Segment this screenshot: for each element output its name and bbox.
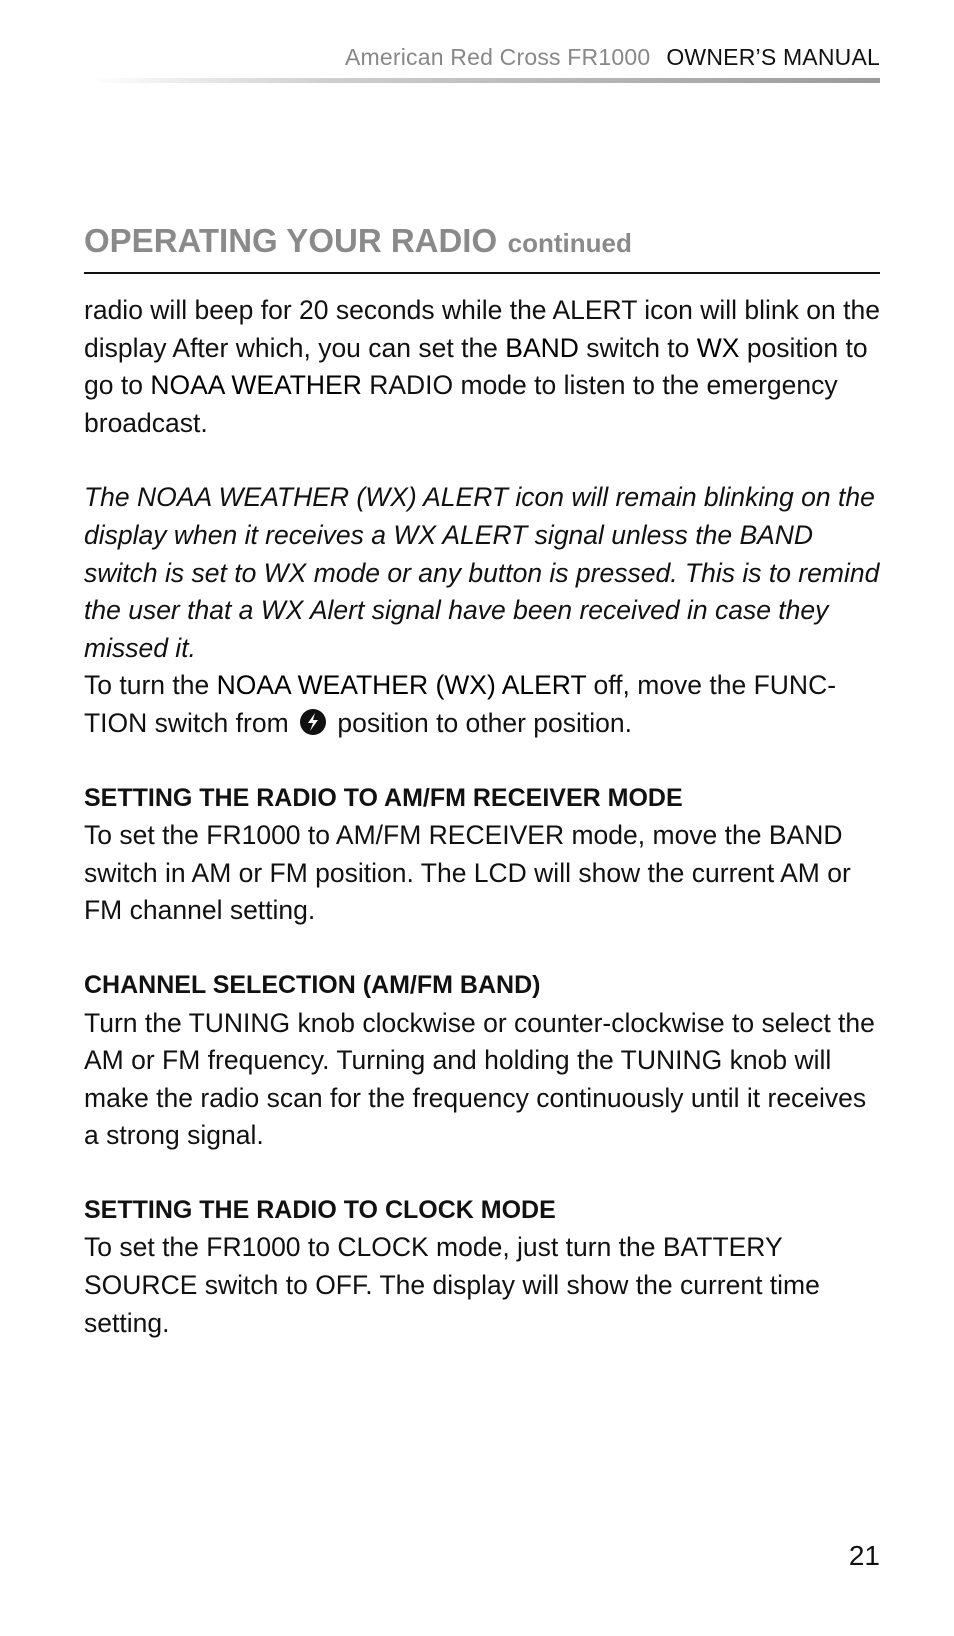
header-product-name: American Red Cross FR1000 (344, 44, 651, 70)
header-manual-label: OWNER’S MANUAL (666, 44, 880, 70)
text-run: position to other position. (330, 707, 633, 738)
keyword-wx: WX (696, 332, 740, 363)
text-run: position to go to (84, 332, 868, 401)
section-subtitle: continued (507, 228, 632, 258)
paragraph-channel-selection: Turn the TUNING knob clockwise or counter-clockwise to select the AM or FM frequency. Turning and holding the TUNING knob will make the radio scan for the frequency continuously until it receives a strong signal. (84, 1007, 875, 1151)
italic-note: The NOAA WEATHER (WX) ALERT icon will remain blinking on the display when it receives a WX ALERT signal unless the BAND switch is set to WX mode or any button is pressed. This is to remind the user that a WX Alert signal have been received in case they missed it. (84, 482, 880, 663)
text-run: switch to (578, 332, 697, 363)
keyword-noaa-weather: NOAA WEATHER (150, 370, 362, 401)
text-run: To turn the (84, 670, 217, 701)
paragraph-clock-mode: To set the FR1000 to CLOCK mode, just turn the BATTERY SOURCE switch to OFF. The display will show the current time setting. (84, 1232, 820, 1338)
section-title: OPERATING YOUR RADIO (84, 222, 498, 259)
keyword-noaa-alert: NOAA WEATHER (WX) ALERT (216, 670, 587, 701)
text-run: RADIO mode to listen to the emergency broadcast. (84, 370, 838, 438)
paragraph-turn-off-alert (84, 667, 884, 742)
section-divider (84, 272, 880, 274)
page-number: 21 (848, 1540, 880, 1571)
running-header (345, 44, 880, 71)
alert-lightning-icon (300, 709, 326, 735)
heading-am-fm-receiver-mode: SETTING THE RADIO TO AM/FM RECEIVER MODE (84, 783, 683, 812)
header-divider (90, 78, 880, 83)
text-run: off, move the FUNC-TION switch from (84, 670, 837, 738)
heading-clock-mode: SETTING THE RADIO TO CLOCK MODE (84, 1195, 556, 1224)
paragraph-alert-beep (84, 292, 884, 442)
heading-channel-selection: CHANNEL SELECTION (AM/FM BAND) (84, 970, 541, 999)
page-content (84, 292, 884, 1342)
paragraph-am-fm-receiver-mode: To set the FR1000 to AM/FM RECEIVER mode, move the BAND switch in AM or FM position. The LCD will show the current AM or FM channel setting. (84, 820, 851, 926)
section-heading (84, 222, 632, 260)
text-run: radio will beep for 20 seconds while the ALERT icon will blink on the display After which, you can set the (84, 295, 880, 363)
keyword-band: BAND (505, 332, 579, 363)
